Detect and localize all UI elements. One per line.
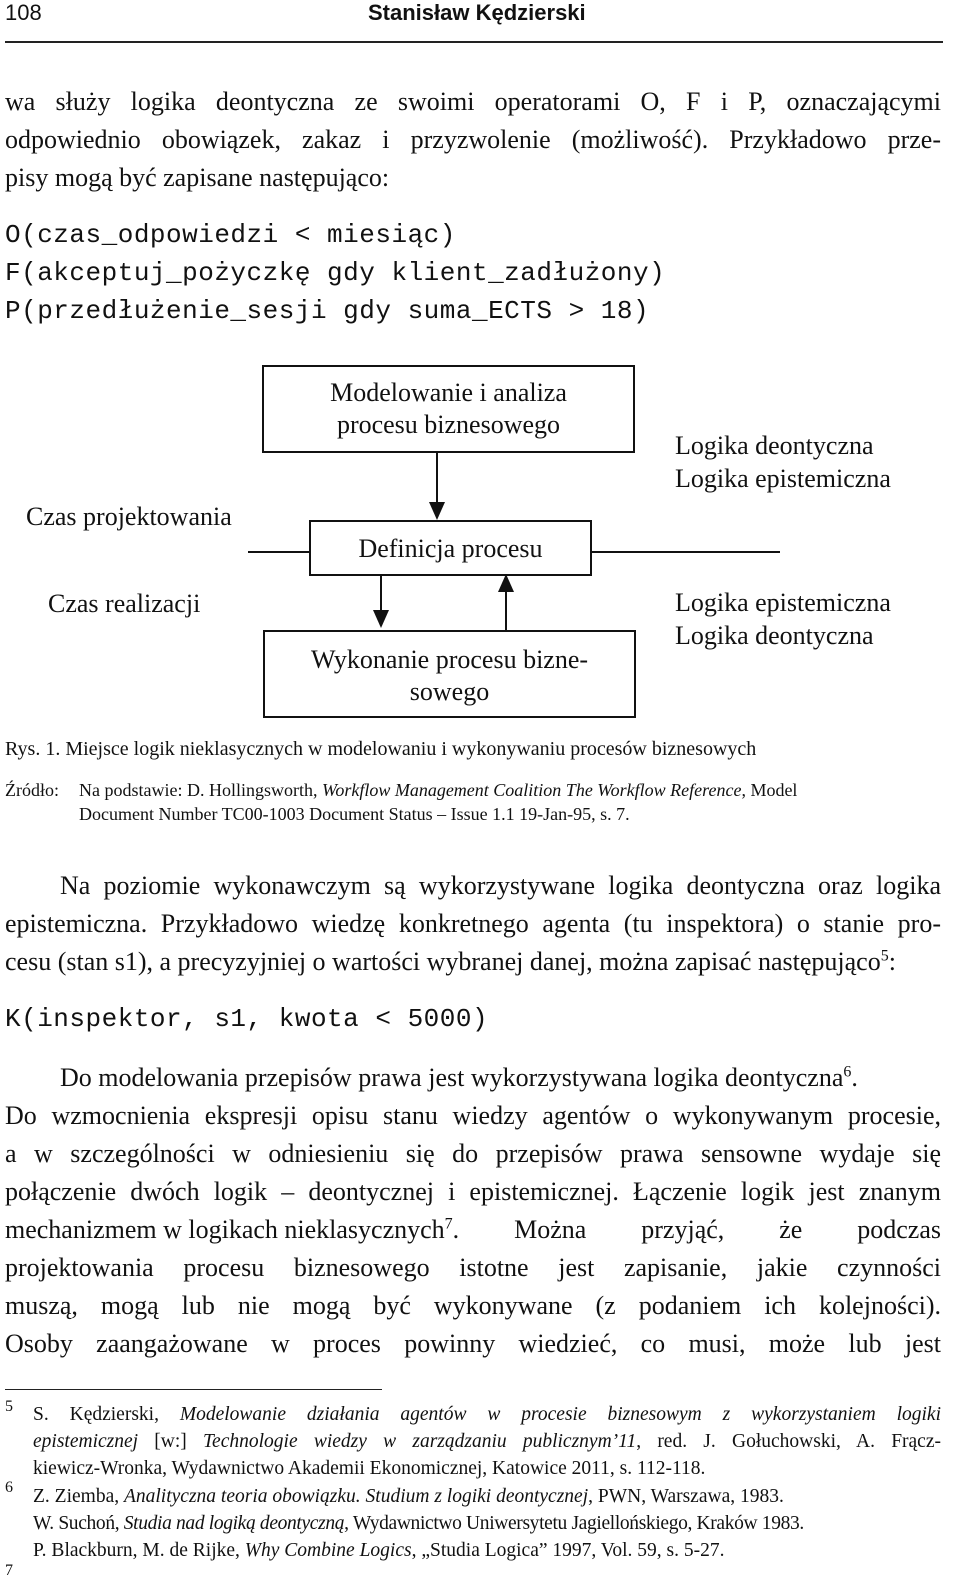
fn6b-title: Studia nad logiką deontyczną [123,1513,345,1534]
source-title: Workflow Management Coalition The Workflow Reference [321,780,742,800]
footnote-ref-7[interactable]: 7 [444,1215,453,1233]
fn5-title: Modelowanie działania agentów w procesie biznesowym z wykorzystaniem logiki [179,1404,941,1425]
para2-line-3-end: : [888,947,896,976]
label-runtime: Czas realizacji [48,589,201,618]
code-line-forbidden: F(akceptuj_pożyczkę gdy klient_zadłużony) [5,258,666,288]
source-text: Na podstawie: D. Hollingsworth, [79,780,322,800]
fn5-title-end: epistemicznej [33,1431,139,1452]
page-number: 108 [5,0,42,25]
footnote-5-line-1 [33,1401,941,1429]
header-rule [5,41,943,43]
para3-line-7: muszą, mogą lub nie mogą być wykonywane (z podaniem ich kolejności). [5,1291,941,1320]
arrow-down-icon [373,610,389,628]
code-line-permission: P(przedłużenie_sesji gdy suma_ECTS > 18) [5,296,650,326]
fn7-authors: P. Blackburn, M. de Rijke, [33,1540,245,1561]
box-modeling-line-2: procesu biznesowego [336,410,561,439]
para3-line-6: projektowania procesu biznesowego istotne jest zapisanie, jakie czynności [5,1253,941,1282]
fn6b-author: W. Suchoń, [33,1513,124,1534]
fn6-author: Z. Ziemba, [33,1486,124,1507]
footnote-ref-6[interactable]: 6 [843,1063,852,1081]
fn5-book: Technologie wiedzy w zarządzaniu publicznym’11 [203,1431,637,1452]
fn5-editors: , red. J. Gołuchowski, A. Frącz- [636,1431,941,1452]
para3-line-5-text: mechanizmem w logikach nieklasycznych [5,1215,445,1244]
intro-line-2: odpowiednio obowiązek, zakaz i przyzwolenie (możliwość). Przykładowo prze- [5,125,941,154]
footnote-6-line-2 [33,1510,941,1538]
footnote-5-line-2 [33,1428,941,1456]
box-execution-line-1: Wykonanie procesu bizne- [310,645,589,674]
source-label: Źródło: [5,780,59,800]
fn7-title: Why Combine Logics [244,1540,412,1561]
figure-diagram [0,360,960,730]
footnote-ref-5[interactable]: 5 [880,947,889,965]
arrow-up-icon [498,574,514,592]
fn6b-publisher: , Wydawnictwo Uniwersytetu Jagiellońskiego, Kraków 1983. [344,1513,804,1534]
source-line-1 [79,778,797,802]
left-separator-line [248,551,309,553]
label-logic-epistemic-bottom: Logika epistemiczna [675,588,891,617]
para2-line-3 [5,946,941,978]
label-logic-deontic-bottom: Logika deontyczna [675,621,874,650]
footnote-number-7: 7 [5,1562,13,1579]
fn6-publisher: , PWN, Warszawa, 1983. [588,1486,784,1507]
para3-line-2: Do wzmocnienia ekspresji opisu stanu wiedzy agentów o wykonywanym procesie, [5,1101,941,1130]
box-execution [263,630,636,718]
connector-execution-definition [505,590,507,630]
right-separator-line [592,551,780,553]
footnote-rule [5,1389,382,1390]
fn5-author: S. Kędzierski, [33,1404,180,1425]
label-design-time: Czas projektowania [26,502,232,531]
code-line-knowledge: K(inspektor, s1, kwota < 5000) [5,1004,489,1034]
intro-line-1: wa służy logika deontyczna ze swoimi operatorami O, F i P, oznaczającymi [5,87,941,116]
box-modeling-line-1: Modelowanie i analiza [330,378,567,407]
para3-line-1-text: Do modelowania przepisów prawa jest wykorzystywana logika deontyczna [60,1063,844,1092]
para2-line-1: Na poziomie wykonawczym są wykorzystywane logika deontyczna oraz logika [60,871,941,900]
footnote-7-line-1 [33,1537,941,1565]
fn6-title: Analityczna teoria obowiązku. Studium z logiki deontycznej [123,1486,589,1507]
footnote-6-line-1 [33,1483,941,1511]
source-line-2: Document Number TC00-1003 Document Status – Issue 1.1 19-Jan-95, s. 7. [79,804,630,824]
para3-line-3: a w szczególności w odniesieniu się do przepisów prawa sensowne wydaje się [5,1139,941,1168]
para3-line-1-end: . [851,1063,858,1092]
box-definition [309,520,592,576]
para2-line-2: epistemiczna. Przykładowo wiedzę konkretnego agenta (tu inspektora) o stanie pro- [5,909,941,938]
label-logic-epistemic-top: Logika epistemiczna [675,464,891,493]
source-text-end: , Model [741,780,798,800]
box-definition-label: Definicja procesu [358,534,543,563]
para3-line-8: Osoby zaangażowane w proces powinny wiedzieć, co musi, może lub jest [5,1329,941,1358]
fn5-in: [w:] [138,1431,203,1452]
arrow-down-icon [429,502,445,520]
box-modeling [262,365,635,453]
box-execution-line-2: sowego [409,677,490,706]
para2-line-3-text: cesu (stan s1), a precyzyjniej o wartości wybranej danej, można zapisać następująco [5,947,881,976]
fn7-journal: , „Studia Logica” 1997, Vol. 59, s. 5-27. [411,1540,725,1561]
footnote-number-6: 6 [5,1479,13,1496]
para3-line-5 [5,1214,941,1246]
footnote-5-line-3: kiewicz-Wronka, Wydawnictwo Akademii Ekonomicznej, Katowice 2011, s. 112-118. [33,1458,706,1479]
para3-line-5-end: . Można przyjąć, że podczas [452,1215,941,1244]
code-line-obligation: O(czas_odpowiedzi < miesiąc) [5,220,456,250]
intro-line-3: pisy mogą być zapisane następująco: [5,163,390,192]
para3-line-1 [60,1062,960,1094]
figure-caption: Rys. 1. Miejsce logik nieklasycznych w modelowaniu i wykonywaniu procesów biznesowych [5,738,757,760]
para3-line-5-start [5,1214,453,1246]
para3-line-4: połączenie dwóch logik – deontycznej i epistemicznej. Łączenie logik jest znanym [5,1177,941,1206]
running-head: Stanisław Kędzierski [368,0,586,25]
label-logic-deontic-top: Logika deontyczna [675,431,874,460]
footnote-number-5: 5 [5,1398,13,1415]
